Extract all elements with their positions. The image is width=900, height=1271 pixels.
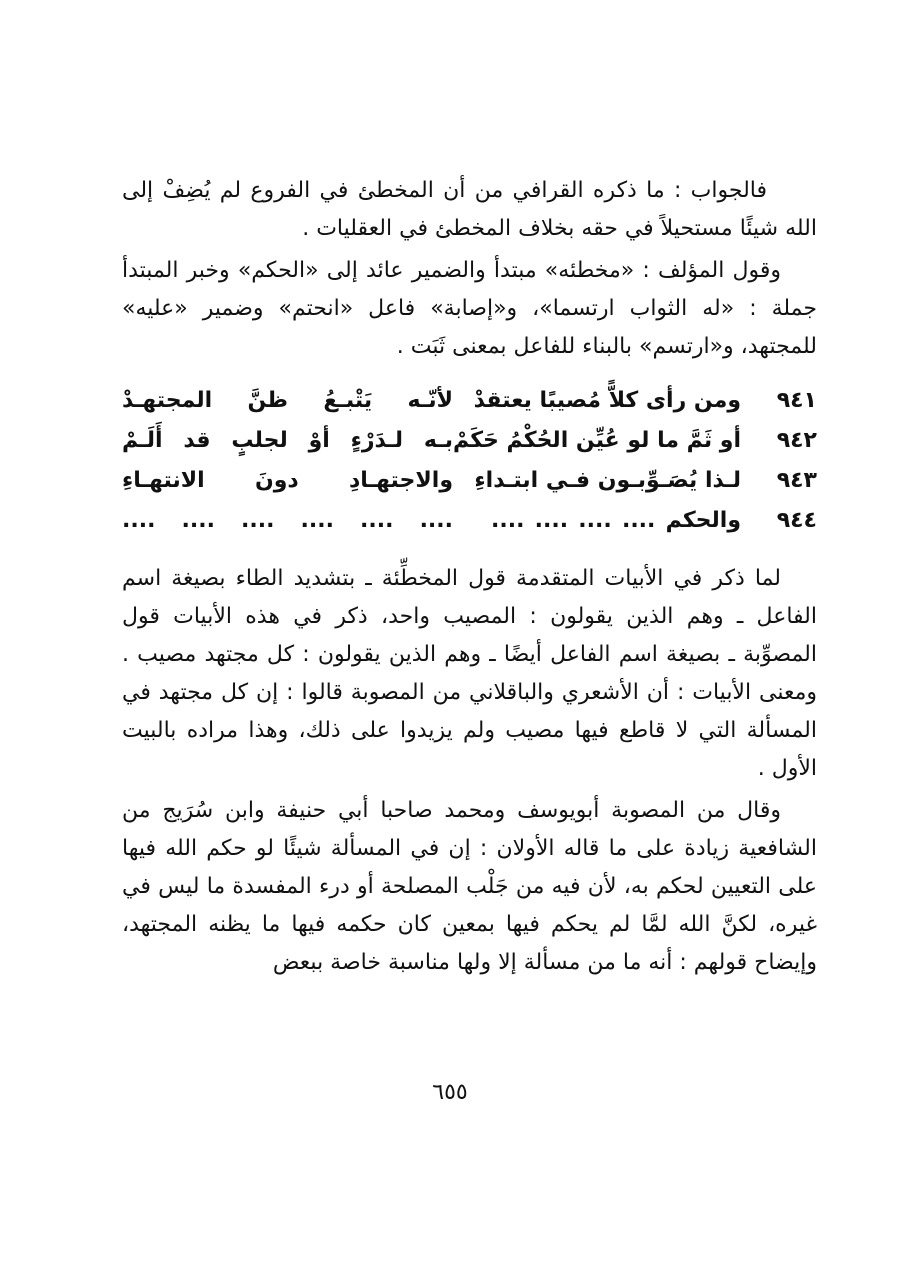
verse-second-hemistich: بـه لـدَرْءٍ أوْ لجلبٍ قد أَلَـمْ <box>122 428 453 453</box>
verse-942 <box>122 428 817 468</box>
verse-first-hemistich: لـذا يُصَـوِّبـون فـي ابتـداءِ <box>474 468 741 493</box>
verse-second-hemistich: والاجتهـادِ دونَ الانتهـاءِ <box>122 468 453 493</box>
verse-number: ٩٤٤ <box>776 508 817 533</box>
verse-second-hemistich: .... .... .... .... .... .... <box>122 508 453 533</box>
verse-first-hemistich: أو ثَمَّ ما لو عُيِّن الحُكْمُ حَكَمْ <box>452 428 741 453</box>
verse-number: ٩٤٢ <box>776 428 817 453</box>
paragraph-musawwiba: وقال من المصوبة أبويوسف ومحمد صاحبا أبي حنيفة وابن سُرَيج من الشافعية زيادة على ما قاله الأولان : إن في المسألة شيئًا لو حكم الله فيها على التعيين لحكم به، لأن فيه من جَلْب المصلحة أو درء المفسدة ما ليس في غيره، لكنَّ الله لمَّا لم يحكم فيها بمعين كان حكمه فيها ما يظنه المجتهد، وإيضاح قولهم : أنه ما من مسألة إلا ولها مناسبة خاصة ببعض <box>122 798 817 975</box>
verse-first-hemistich: والحكم .... .... .... .... <box>491 508 741 533</box>
verse-first-hemistich: ومن رأى كلاًّ مُصيبًا يعتقدْ <box>473 388 741 413</box>
verse-number: ٩٤١ <box>776 388 817 413</box>
lower-text <box>122 560 817 986</box>
verse-941 <box>122 388 817 428</box>
verse-944 <box>122 508 817 548</box>
paragraph-commentary: لما ذكر في الأبيات المتقدمة قول المخطِّئة ـ بتشديد الطاء بصيغة اسم الفاعل ـ وهم الذين يقولون : المصيب واحد، ذكر في هذه الأبيات قول المصوِّبة ـ بصيغة اسم الفاعل أيضًا ـ وهم الذين يقولون : كل مجتهد مصيب . ومعنى الأبيات : أن الأشعري والباقلاني من المصوبة قالوا : إن كل مجتهد في المسألة التي لا قاطع فيها مصيب ولم يزيدوا على ذلك، وهذا مراده بالبيت الأول . <box>122 566 817 781</box>
verse-block <box>122 388 817 548</box>
paragraph-author-statement: وقول المؤلف : «مخطئه» مبتدأ والضمير عائد إلى «الحكم» وخبر المبتدأ جملة : «له الثواب ارتسما»، و«إصابة» فاعل «انحتم» وضمير «عليه» للمجتهد، و«ارتسم» بالبناء للفاعل بمعنى ثَبَت . <box>122 258 817 359</box>
page-number: ٦٥٥ <box>432 1080 468 1105</box>
verse-second-hemistich: لأنّـه يَتْبـعُ ظنَّ المجتهـدْ <box>122 388 453 413</box>
paragraph-answer: فالجواب : ما ذكره القرافي من أن المخطئ في الفروع لم يُضِفْ إلى الله شيئًا مستحيلاً في حقه بخلاف المخطئ في العقليات . <box>122 178 817 241</box>
verse-number: ٩٤٣ <box>776 468 817 493</box>
verse-943 <box>122 468 817 508</box>
upper-text <box>122 172 817 370</box>
